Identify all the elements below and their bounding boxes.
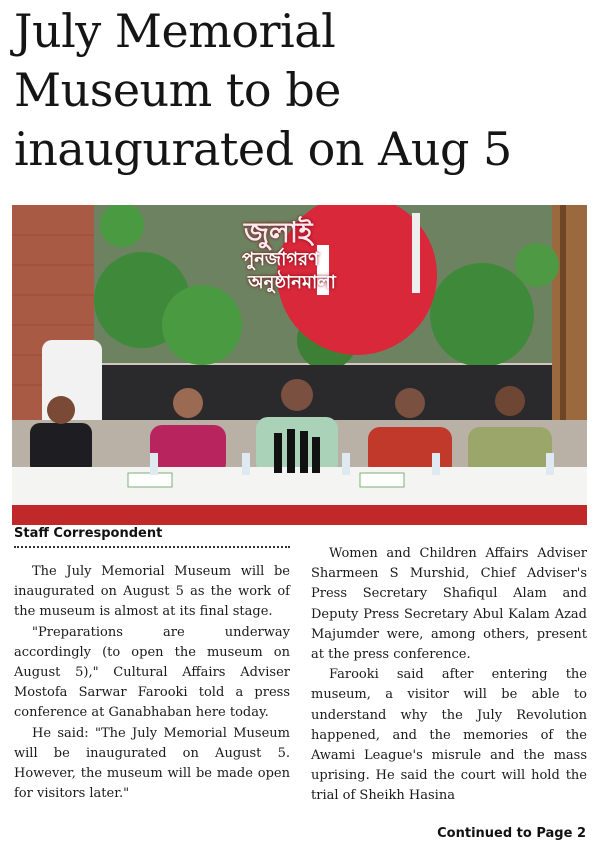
byline: Staff Correspondent [14,526,163,541]
article-column-2 [311,544,587,807]
headline [14,2,589,179]
banner-subtitle-1: পুনর্জাগরণ [242,249,319,270]
paragraph: Women and Children Affairs Adviser Sharmeen S Murshid, Chief Adviser's Press Secretary Shafiqul Alam and Deputy Press Secretary Abul Kalam Azad Majumder were, among others, present at the press conference. [311,546,587,663]
byline-divider [14,546,290,548]
headline-line-3: inaugurated on Aug 5 [14,122,512,176]
press-conference-photo [12,205,587,525]
paragraph: The July Memorial Museum will be inaugurated on August 5 as the work of the museum is almost at its final stage. [14,564,290,620]
banner-subtitle-2: অনুষ্ঠানমালা [248,272,336,293]
continued-jump-line[interactable]: Continued to Page 2 [437,826,586,841]
article-column-1 [14,562,290,804]
headline-line-2: Museum to be [14,63,341,117]
paragraph: Farooki said after entering the museum, a visitor will be able to understand why the July Revolution happened, and the memories of the Awami League's misrule and the mass uprising. He said the court will hold the trial of Sheikh Hasina [311,667,587,804]
paragraph: "Preparations are underway accordingly (to open the museum on August 5)," Cultural Affairs Adviser Mostofa Sarwar Farooki told a press conference at Ganabhaban here today. [14,624,290,721]
paragraph: He said: "The July Memorial Museum will be inaugurated on August 5. However, the museum will be made open for visitors later." [14,725,290,802]
headline-line-1: July Memorial [14,4,336,58]
banner-title: জুলাই [244,216,313,249]
